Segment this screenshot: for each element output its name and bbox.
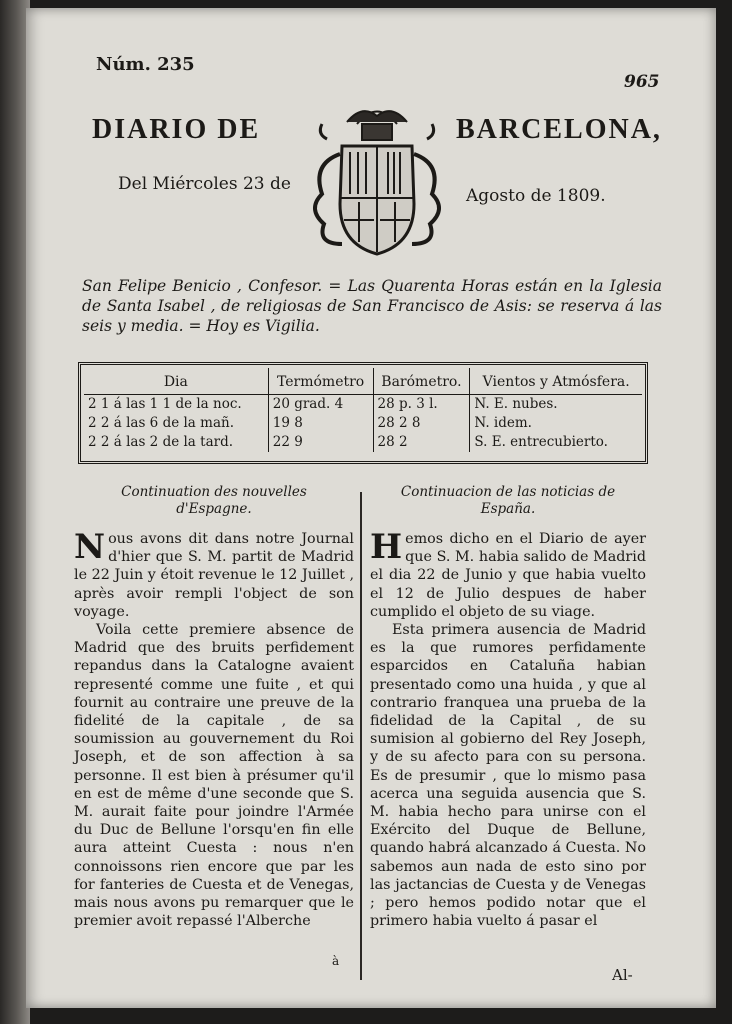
cell-baro: 28 2 xyxy=(373,433,470,452)
saints-notice: San Felipe Benicio , Confesor. = Las Quarenta Horas están en la Iglesia de Santa Isabel , de religiosas de San Francisco de Asis: se reserva á las seis y media. = Hoy es Vigilia. xyxy=(82,277,662,335)
cell-viento: S. E. entrecubierto. xyxy=(470,433,642,452)
table-row xyxy=(84,414,642,433)
french-p1-text: ous avons dit dans notre Journal d'hier que S. M. partit de Madrid le 22 Juin y étoit revenue le 12 Juillet , après avoir rempli l'object de son voyage. xyxy=(74,531,354,620)
spanish-paragraph-1 xyxy=(370,527,646,621)
cell-termo: 19 8 xyxy=(268,414,373,433)
column-divider xyxy=(360,492,362,980)
cell-dia: 2 1 á las 1 1 de la noc. xyxy=(88,396,242,412)
cell-baro: 28 2 8 xyxy=(373,414,470,433)
cell-termo: 22 9 xyxy=(268,433,373,452)
spanish-paragraph-2: Esta primera ausencia de Madrid es la que rumores perfidamente esparcidos en Cataluña habian presentado como una huida , y que al contrario franquea una prueba de la fidelidad de la Capital , de su sumision al gobierno del Rey Joseph, y de su afecto para con su persona. Es de presumir , que lo mismo pasa acerca una seguida ausencia que S. M. habia hecho para unirse con el Exército del Duque de Bellune, quando habrá alcanzado á Cuesta. No sabemos aun nada de esto sino por las jactancias de Cuesta y de Venegas ; pero hemos podido notar que el primero habia vuelto á pasar el xyxy=(370,622,646,930)
header-barometro: Barómetro. xyxy=(373,368,470,395)
cell-viento: N. E. nubes. xyxy=(470,395,642,415)
header-dia: Dia xyxy=(84,368,268,395)
cell-dia: 2 2 á las 2 de la tard. xyxy=(88,434,234,450)
french-column xyxy=(74,484,354,930)
french-paragraph-1 xyxy=(74,527,354,621)
page-number: 965 xyxy=(624,72,660,92)
header-vientos: Vientos y Atmósfera. xyxy=(470,368,642,395)
spanish-column xyxy=(370,484,646,930)
table-row xyxy=(84,433,642,452)
coat-of-arms-icon xyxy=(302,94,452,264)
table-row xyxy=(84,395,642,415)
spanish-catchword: Al- xyxy=(612,966,633,984)
newspaper-page xyxy=(26,8,716,1008)
french-paragraph-2: Voila cette premiere absence de Madrid que des bruits perfidement repandus dans la Catalogne avaient representé comme une fuite , et qui fournit au contraire une preuve de la fidelité de la capitale , de sa soumission au gouvernement du Roi Joseph, et de son affection à sa personne. Il est bien à présumer qu'il en est de même d'une seconde que S. M. aurait faite pour joindre l'Armée du Duc de Bellune l'orsqu'en fin elle aura atteint Cuesta : nous n'en connoissons rien encore que par les for fanteries de Cuesta et de Venegas, mais nous avons pu remarquer que le premier avoit repassé l'Alberche xyxy=(74,622,354,930)
spanish-p1-text: emos dicho en el Diario de ayer que S. M. habia salido de Madrid el dia 22 de Junio y que habia vuelto el 12 de Julio despues de haber cumplido el objeto de su viage. xyxy=(370,531,646,620)
cell-baro: 28 p. 3 l. xyxy=(373,395,470,415)
masthead-title-left: DIARIO DE xyxy=(92,114,261,145)
issue-number: Núm. 235 xyxy=(96,54,195,75)
date-right: Agosto de 1809. xyxy=(466,186,606,206)
cell-viento: N. idem. xyxy=(470,414,642,433)
french-dropcap: N xyxy=(74,527,106,567)
weather-table xyxy=(78,362,648,464)
spanish-heading: Continuacion de las noticias de España. xyxy=(400,484,616,517)
header-termometro: Termómetro xyxy=(268,368,373,395)
spanish-dropcap: H xyxy=(370,527,403,567)
masthead-title-right: BARCELONA, xyxy=(456,114,662,145)
date-left: Del Miércoles 23 de xyxy=(118,174,291,194)
cell-termo: 20 grad. 4 xyxy=(268,395,373,415)
french-catchword: à xyxy=(332,954,340,968)
cell-dia: 2 2 á las 6 de la mañ. xyxy=(88,415,234,431)
french-heading: Continuation des nouvelles d'Espagne. xyxy=(121,484,307,517)
weather-header-row xyxy=(84,368,642,395)
